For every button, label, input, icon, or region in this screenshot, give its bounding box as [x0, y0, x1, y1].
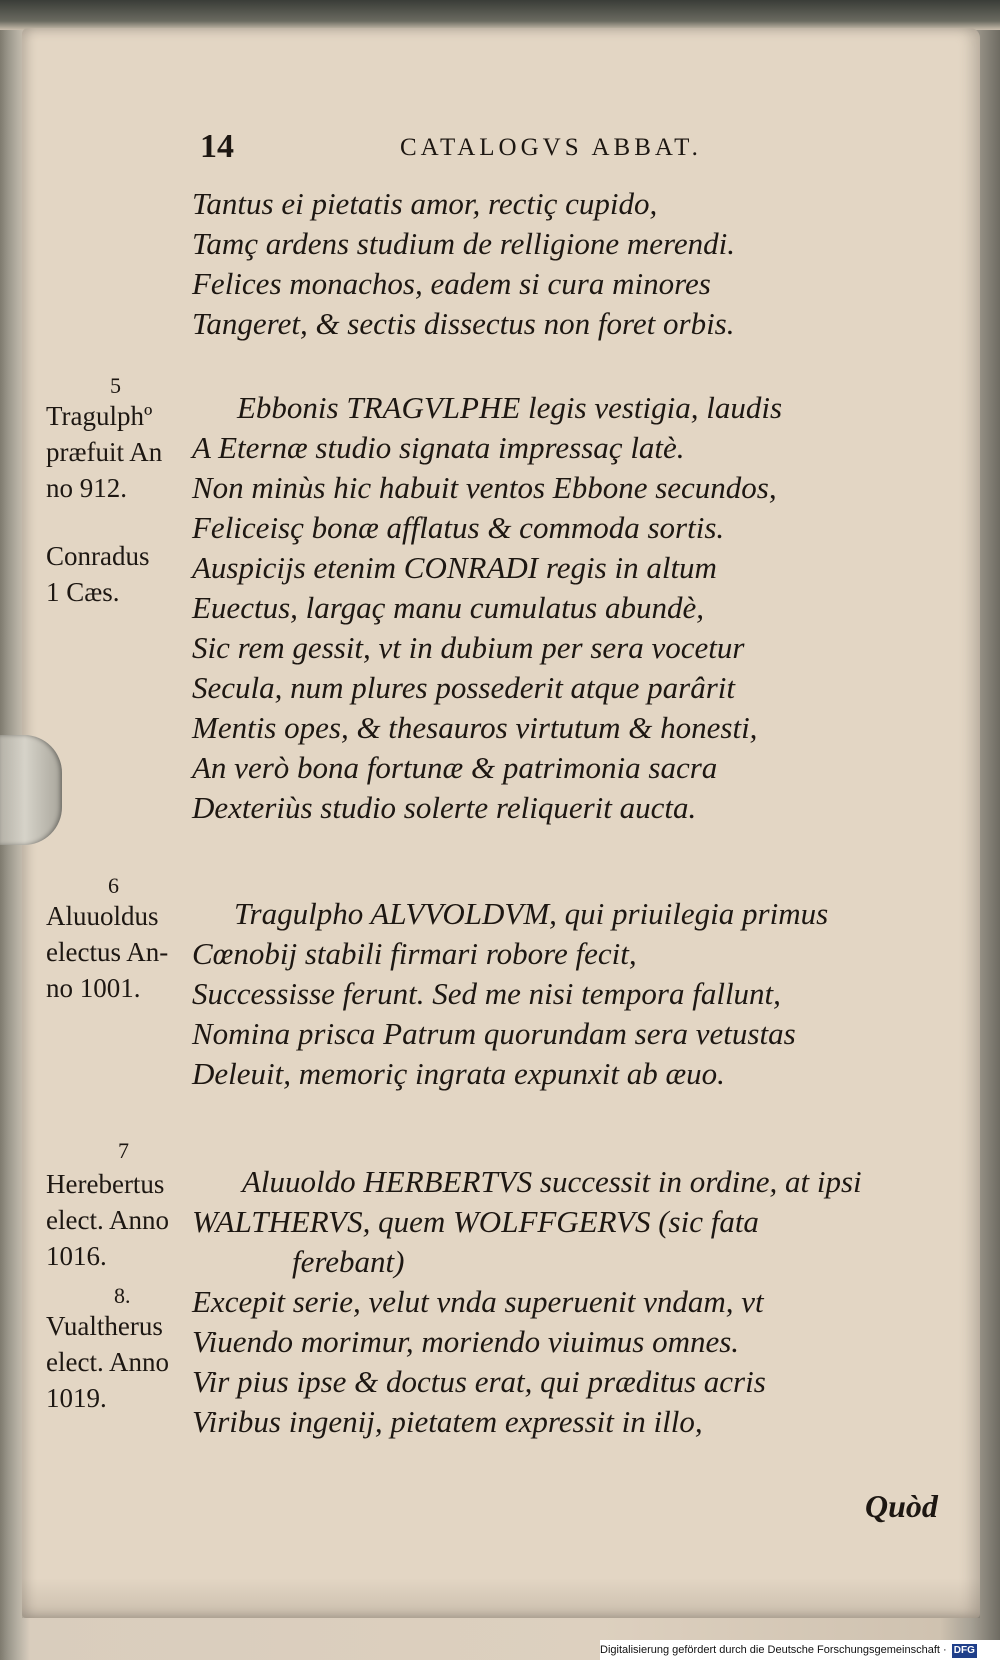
verse-line: Excepit serie, velut vnda superuenit vndam, vt — [192, 1284, 764, 1319]
verse-line: Mentis opes, & thesauros virtutum & honesti, — [192, 710, 758, 745]
dfg-logo-icon: DFG — [953, 1645, 975, 1656]
book-cover-edge — [0, 0, 1000, 30]
verse-line: ferebant) — [292, 1244, 405, 1279]
verse-line: A Eternæ studio signata impressaç latè. — [192, 430, 685, 465]
entry-number: 7 — [118, 1138, 129, 1163]
verse-line: Cœnobij stabili firmari robore fecit, — [192, 936, 637, 971]
verse-line: Nomina prisca Patrum quorundam sera vetustas — [192, 1016, 796, 1051]
verse-line: Felices monachos, eadem si cura minores — [192, 266, 711, 301]
verse-line: Viribus ingenij, pietatem expressit in illo, — [192, 1404, 703, 1439]
verse-line: Ebbonis TRAGVLPHE legis vestigia, laudis — [237, 390, 783, 425]
margin-note: 1019. — [46, 1383, 107, 1413]
book-page — [22, 28, 980, 1618]
verse-line: Secula, num plures possederit atque parârit — [192, 670, 736, 705]
footer-credit: Digitalisierung gefördert durch die Deutsche Forschungsgemeinschaft · — [600, 1644, 947, 1656]
digitization-footer — [600, 1640, 1000, 1660]
margin-note: Aluuoldus — [46, 901, 159, 931]
verse-line: Tamç ardens studium de relligione merendi. — [192, 226, 736, 261]
verse-line: Aluuoldo HERBERTVS successit in ordine, at ipsi — [242, 1164, 862, 1199]
running-title: CATALOGVS ABBAT. — [400, 134, 702, 161]
verse-line: Euectus, largaç manu cumulatus abundè, — [192, 590, 704, 625]
verse-line: Tantus ei pietatis amor, rectiç cupido, — [192, 186, 658, 221]
margin-note: præfuit An — [46, 437, 163, 467]
verse-line: Successisse ferunt. Sed me nisi tempora fallunt, — [192, 976, 781, 1011]
catchword: Quòd — [865, 1488, 938, 1524]
margin-note: no 912. — [46, 473, 127, 503]
entry-number: 5 — [110, 373, 121, 398]
verse-line: Deleuit, memoriç ingrata expunxit ab æuo. — [192, 1056, 725, 1091]
margin-note: Conradus — [46, 541, 150, 571]
verse-line: WALTHERVS, quem WOLFFGERVS (sic fata — [192, 1204, 759, 1239]
page-header — [22, 128, 980, 168]
verse-line: An verò bona fortunæ & patrimonia sacra — [192, 750, 718, 785]
verse-line: Viuendo morimur, moriendo viuimus omnes. — [192, 1324, 740, 1359]
entry-number: 8. — [114, 1283, 131, 1308]
verse-line: Feliceisç bonæ afflatus & commoda sortis. — [192, 510, 725, 545]
verse-line: Tangeret, & sectis dissectus non foret orbis. — [192, 306, 735, 341]
verse-line: Sic rem gessit, vt in dubium per sera vocetur — [192, 630, 745, 665]
margin-note: 1 Cæs. — [46, 577, 120, 607]
margin-note: 1016. — [46, 1241, 107, 1271]
entry-number: 6 — [108, 873, 119, 898]
margin-note: electus An- — [46, 937, 169, 967]
verse-line: Auspicijs etenim CONRADI regis in altum — [192, 550, 717, 585]
page-number: 14 — [200, 128, 234, 165]
margin-note: elect. Anno — [46, 1205, 169, 1235]
verse-line: Dexteriùs studio solerte reliquerit aucta. — [192, 790, 697, 825]
margin-note: Herebertus — [46, 1169, 165, 1199]
verse-line: Non minùs hic habuit ventos Ebbone secundos, — [192, 470, 777, 505]
verse-line: Tragulpho ALVVOLDVM, qui priuilegia primus — [234, 896, 829, 931]
book-clasp — [0, 735, 62, 845]
verse-line: Vir pius ipse & doctus erat, qui præditus acris — [192, 1364, 766, 1399]
margin-note: Vualtherus — [46, 1311, 163, 1341]
margin-note: elect. Anno — [46, 1347, 169, 1377]
margin-note: no 1001. — [46, 973, 141, 1003]
margin-note: Tragulphº — [46, 401, 153, 431]
